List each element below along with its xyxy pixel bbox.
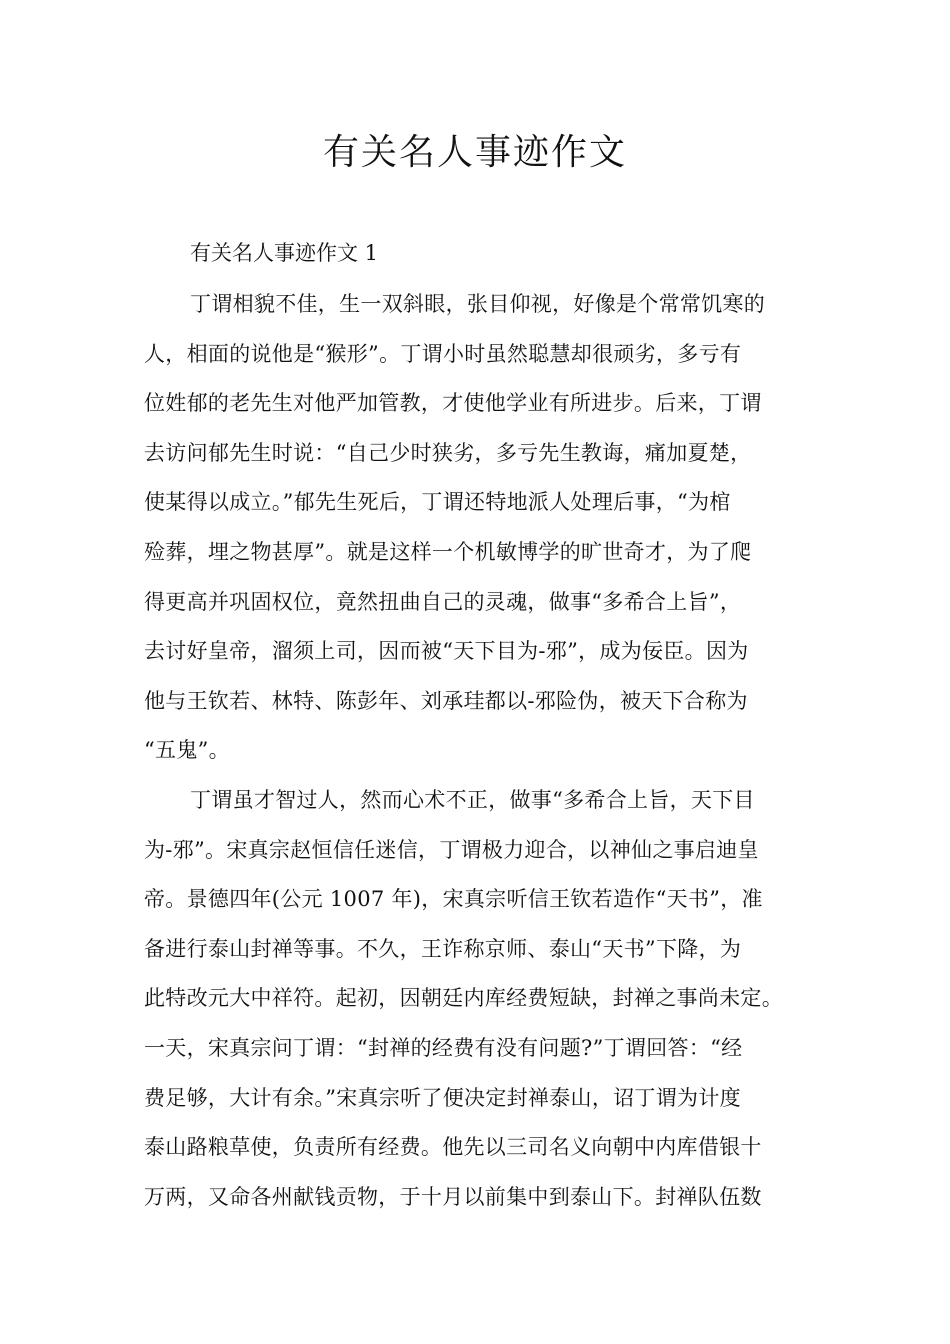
document-title: 有关名人事迹作文 [322,132,627,173]
text-line: 去访问郁先生时说：“自己少时狭劣，多亏先生教诲，痛加夏楚， [144,440,752,465]
text-line: 人，相面的说他是“猴形”。丁谓小时虽然聪慧却很顽劣，多亏有 [144,341,742,366]
paragraph-2 [144,776,814,1222]
body-text [144,280,814,1222]
paragraph-1 [144,280,814,776]
text-line: 位姓郁的老先生对他严加管教，才使他学业有所进步。后来，丁谓 [144,391,762,416]
text-line: 泰山路粮草使，负责所有经费。他先以三司名义向朝中内库借银十 [144,1135,762,1160]
text-line: 帝。景德四年(公元 1007 年)，宋真宗听信王钦若造作“天书”，准 [144,887,763,912]
text-line: 他与王钦若、林特、陈彭年、刘承珪都以-邪险伪，被天下合称为 [144,688,748,713]
text-line: 去讨好皇帝，溜须上司，因而被“天下目为-邪”，成为佞臣。因为 [144,639,749,664]
text-line: 此特改元大中祥符。起初，因朝廷内库经费短缺，封禅之事尚未定。 [144,986,783,1011]
text-line: 费足够，大计有余。”宋真宗听了便决定封禅泰山，诏丁谓为计度 [144,1085,741,1110]
text-line: “五鬼”。 [144,738,230,763]
text-line: 得更高并巩固权位，竟然扭曲自己的灵魂，做事“多希合上旨”， [144,589,742,614]
text-line: 备进行泰山封禅等事。不久，王诈称京师、泰山“天书”下降，为 [144,936,742,961]
text-line: 为-邪”。宋真宗赵恒信任迷信，丁谓极力迎合，以神仙之事启迪皇 [144,837,759,862]
text-line: 一天，宋真宗问丁谓：“封禅的经费有没有问题?”丁谓回答：“经 [144,1035,743,1060]
text-line: 殓葬，埋之物甚厚”。就是这样一个机敏博学的旷世奇才，为了爬 [144,539,752,564]
text-line: 使某得以成立。”郁先生死后，丁谓还特地派人处理后事，“为棺 [144,490,731,515]
text-line: 万两，又命各州献钱贡物，于十月以前集中到泰山下。封禅队伍数 [144,1184,762,1209]
text-line: 丁谓虽才智过人，然而心术不正，做事“多希合上旨，天下目 [190,787,755,812]
section-heading: 有关名人事迹作文 1 [190,241,379,265]
text-line: 丁谓相貌不佳，生一双斜眼，张目仰视，好像是个常常饥寒的 [190,292,766,316]
